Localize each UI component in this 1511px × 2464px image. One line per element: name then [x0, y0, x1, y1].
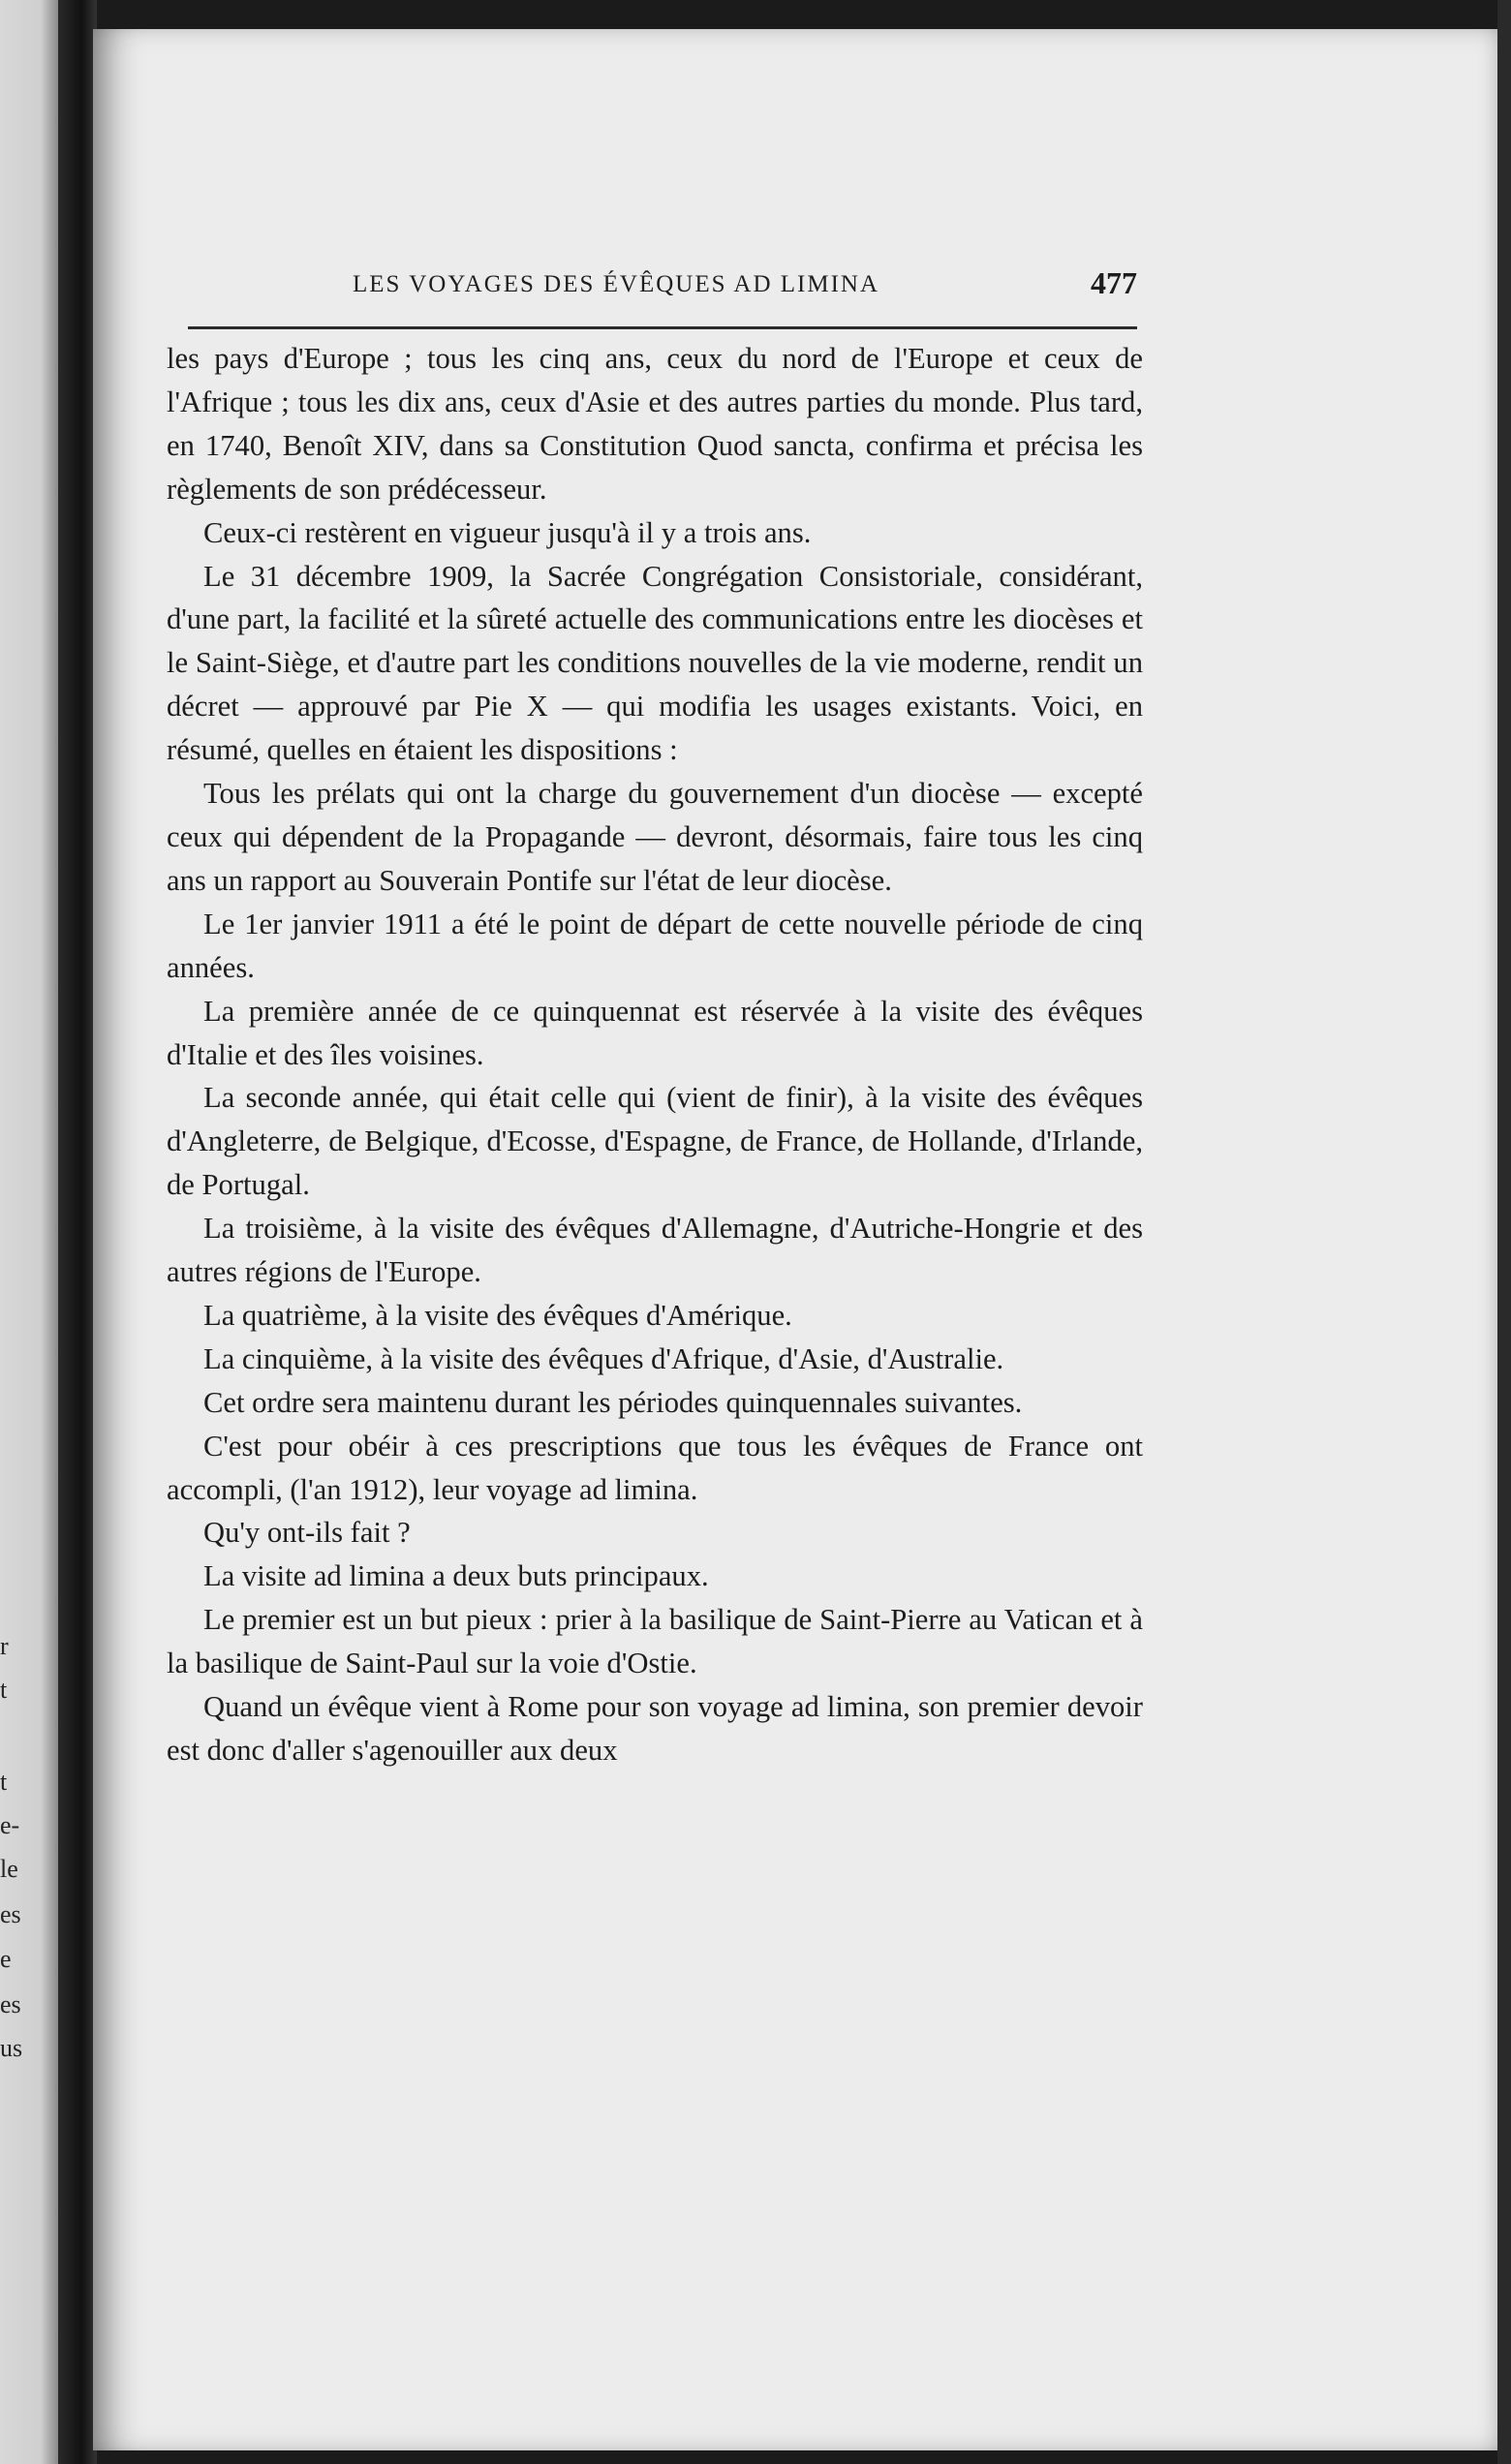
paragraph: C'est pour obéir à ces prescriptions que tous les évêques de France ont accompli, (l'an 1912), leur voyage ad limina.	[167, 1429, 1143, 1506]
page-header	[188, 262, 1137, 310]
margin-fragment: r	[0, 1632, 9, 1660]
paragraph: les pays d'Europe ; tous les cinq ans, ceux du nord de l'Europe et ceux de l'Afrique ; tous les dix ans, ceux d'Asie et des autres parties du monde. Plus tard, en 1740, Benoît XIV, dans sa Constitution Quod sancta, confirma et précisa les règlements de son prédécesseur.	[167, 342, 1143, 506]
paragraph: Le 31 décembre 1909, la Sacrée Congrégation Consistoriale, considérant, d'une part, la facilité et la sûreté actuelle des communications entre les diocèses et le Saint-Siège, et d'autre part les conditions nouvelles de la vie moderne, rendit un décret — approuvé par Pie X — qui modifia les usages existants. Voici, en résumé, quelles en étaient les dispositions :	[167, 559, 1143, 767]
margin-fragment: e-	[0, 1811, 20, 1839]
margin-fragment: es	[0, 1990, 21, 2018]
margin-fragment: e	[0, 1945, 12, 1973]
page-number: 477	[1091, 265, 1137, 300]
paragraph: Quand un évêque vient à Rome pour son voyage ad limina, son premier devoir est donc d'aller s'agenouiller aux deux	[167, 1690, 1143, 1767]
right-page-edge	[1497, 0, 1511, 2464]
paragraph: Ceux-ci restèrent en vigueur jusqu'à il y a trois ans.	[203, 515, 812, 549]
paragraph: Le 1er janvier 1911 a été le point de départ de cette nouvelle période de cinq années.	[167, 907, 1143, 984]
paragraph: La première année de ce quinquennat est réservée à la visite des évêques d'Italie et des îles voisines.	[167, 994, 1143, 1071]
paragraph: Le premier est un but pieux : prier à la basilique de Saint-Pierre au Vatican et à la basilique de Saint-Paul sur la voie d'Ostie.	[167, 1603, 1143, 1680]
header-rule	[188, 326, 1137, 329]
paragraph: La visite ad limina a deux buts principaux.	[203, 1559, 709, 1593]
paragraph: Cet ordre sera maintenu durant les périodes quinquennales suivantes.	[203, 1385, 1023, 1419]
margin-fragment: t	[0, 1676, 8, 1704]
book-gutter	[58, 0, 97, 2464]
body-text	[167, 337, 1143, 1772]
paragraph: La seconde année, qui était celle qui (vient de finir), à la visite des évêques d'Angleterre, de Belgique, d'Ecosse, d'Espagne, de France, de Hollande, d'Irlande, de Portugal.	[167, 1081, 1143, 1202]
paragraph: La quatrième, à la visite des évêques d'Amérique.	[203, 1298, 792, 1332]
running-head: LES VOYAGES DES ÉVÊQUES AD LIMINA	[353, 271, 880, 297]
margin-fragment: le	[0, 1855, 18, 1883]
paragraph: Tous les prélats qui ont la charge du gouvernement d'un diocèse — excepté ceux qui dépendent de la Propagande — devront, désormais, faire tous les cinq ans un rapport au Souverain Pontife sur l'état de leur diocèse.	[167, 777, 1143, 897]
previous-page-edge	[0, 0, 58, 2464]
margin-fragment: t	[0, 1768, 8, 1796]
paragraph: La cinquième, à la visite des évêques d'Afrique, d'Asie, d'Australie.	[203, 1341, 1004, 1375]
margin-fragment: us	[0, 2034, 23, 2062]
paragraph: Qu'y ont-ils fait ?	[203, 1516, 411, 1550]
paragraph: La troisième, à la visite des évêques d'Allemagne, d'Autriche-Hongrie et des autres régions de l'Europe.	[167, 1212, 1143, 1289]
margin-fragment: es	[0, 1900, 21, 1928]
